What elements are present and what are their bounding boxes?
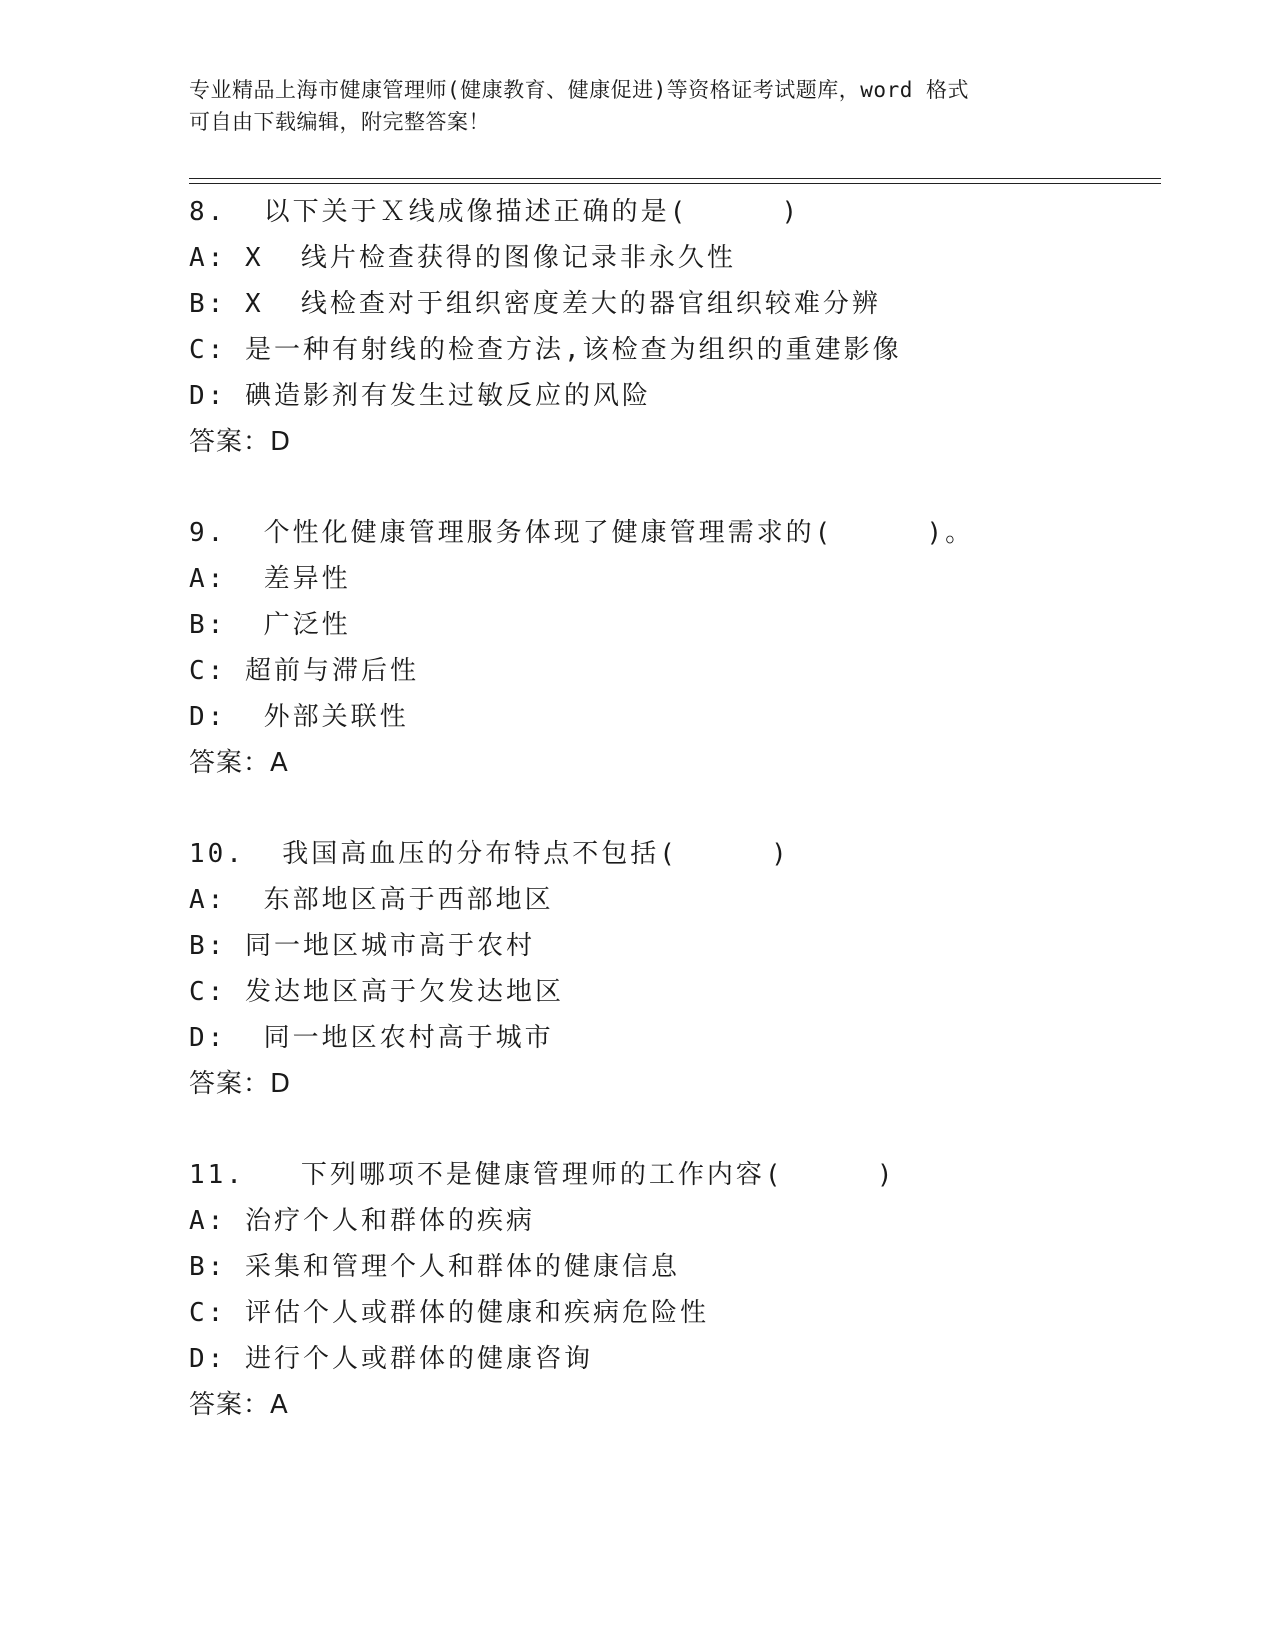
answer-line: 答案：D	[189, 1069, 292, 1099]
header-line-1: 专业精品上海市健康管理师(健康教育、健康促进)等资格证考试题库，word 格式	[189, 78, 969, 102]
option-b: B: 同一地区城市高于农村	[189, 931, 535, 961]
document-header	[189, 74, 1089, 138]
option-a: A: X 线片检查获得的图像记录非永久性	[189, 243, 736, 273]
option-d: D: 外部关联性	[189, 702, 409, 732]
header-line-2: 可自由下载编辑，附完整答案！	[189, 110, 490, 134]
option-a: A: 治疗个人和群体的疾病	[189, 1206, 535, 1236]
option-d: D: 同一地区农村高于城市	[189, 1023, 554, 1053]
option-b: B: 广泛性	[189, 610, 351, 640]
question-8	[189, 189, 1169, 465]
question-10	[189, 831, 1169, 1107]
answer-line: 答案：D	[189, 427, 292, 457]
question-9	[189, 510, 1169, 786]
option-c: C: 发达地区高于欠发达地区	[189, 977, 564, 1007]
answer-line: 答案：A	[189, 748, 289, 778]
question-stem: 11. 下列哪项不是健康管理师的工作内容( )	[189, 1160, 896, 1190]
option-d: D: 碘造影剂有发生过敏反应的风险	[189, 381, 651, 411]
option-d: D: 进行个人或群体的健康咨询	[189, 1344, 593, 1374]
option-a: A: 差异性	[189, 564, 351, 594]
option-c: C: 评估个人或群体的健康和疾病危险性	[189, 1298, 709, 1328]
answer-line: 答案：A	[189, 1390, 289, 1420]
header-divider-top	[189, 178, 1161, 179]
option-b: B: X 线检查对于组织密度差大的器官组织较难分辨	[189, 289, 881, 319]
header-divider-bottom	[189, 183, 1161, 184]
option-c: C: 是一种有射线的检查方法,该检查为组织的重建影像	[189, 335, 902, 365]
question-11	[189, 1152, 1169, 1428]
question-stem: 9. 个性化健康管理服务体现了健康管理需求的( )。	[189, 518, 975, 548]
option-a: A: 东部地区高于西部地区	[189, 885, 554, 915]
option-c: C: 超前与滞后性	[189, 656, 419, 686]
question-stem: 8. 以下关于Ｘ线成像描述正确的是( )	[189, 197, 801, 227]
question-stem: 10. 我国高血压的分布特点不包括( )	[189, 839, 790, 869]
option-b: B: 采集和管理个人和群体的健康信息	[189, 1252, 680, 1282]
